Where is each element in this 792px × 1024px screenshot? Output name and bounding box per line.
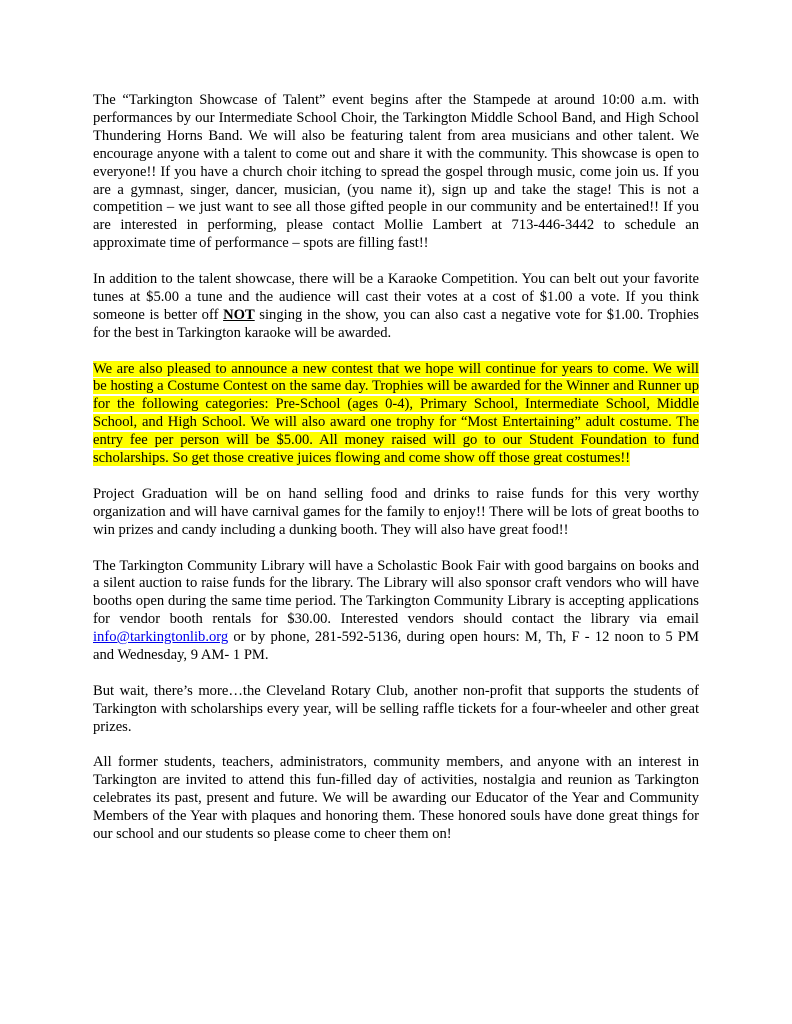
paragraph-invitation: All former students, teachers, administrators, community members, and anyone with an interest in Tarkington are invited to attend this fun-filled day of activities, nostalgia and reunion as Tarkington celebrates its past, present and future. We will be awarding our Educator of the Year and Community Members of the Year with plaques and honoring them. These honored souls have done great things for our school and our students so please come to cheer them on! xyxy=(93,754,699,843)
library-text-after: or by phone, 281-592-5136, during open hours: M, Th, F - 12 noon to 5 PM and Wednesday, 9 AM- 1 PM. xyxy=(93,629,699,664)
paragraph-karaoke xyxy=(93,271,699,343)
library-text-before: The Tarkington Community Library will have a Scholastic Book Fair with good bargains on books and a silent auction to raise funds for the library. The Library will also sponsor craft vendors who will have booths open during the same time period. The Tarkington Community Library is accepting applications for vendor booth rentals for $30.00. Interested vendors should contact the library via email xyxy=(93,557,699,628)
library-email-link[interactable]: info@tarkingtonlib.org xyxy=(93,629,229,646)
karaoke-text-after: singing in the show, you can also cast a negative vote for $1.00. Trophies for the best in Tarkington karaoke will be awarded. xyxy=(93,306,699,341)
paragraph-rotary-club: But wait, there’s more…the Cleveland Rotary Club, another non-profit that supports the students of Tarkington with scholarships every year, will be selling raffle tickets for a four-wheeler and other great prizes. xyxy=(93,682,699,735)
costume-contest-highlighted-text: We are also pleased to announce a new contest that we hope will continue for years to come. We will be hosting a Costume Contest on the same day. Trophies will be awarded for the Winner and Runner up for the following categories: Pre-School (ages 0-4), Primary School, Intermediate School, Middle School, and High School. We will also award one trophy for “Most Entertaining” adult costume. The entry fee per person will be $5.00. All money raised will go to our Student Foundation to fund scholarships. So get those creative juices flowing and come show off those great costumes!! xyxy=(93,360,699,467)
karaoke-emphasis-not: NOT xyxy=(223,306,255,323)
paragraph-costume-contest xyxy=(93,361,699,468)
karaoke-text-before: In addition to the talent showcase, there will be a Karaoke Competition. You can belt out your favorite tunes at $5.00 a tune and the audience will cast their votes at a cost of $1.00 a vote. If you think someone is better off xyxy=(93,271,699,323)
paragraph-talent-showcase: The “Tarkington Showcase of Talent” event begins after the Stampede at around 10:00 a.m. with performances by our Intermediate School Choir, the Tarkington Middle School Band, and High School Thundering Horns Band. We will also be featuring talent from area musicians and other talent. We encourage anyone with a talent to come out and share it with the community. This showcase is open to everyone!! If you have a church choir itching to spread the gospel through music, come join us. If you are a gymnast, singer, dancer, musician, (you name it), sign up and take the stage! This is not a competition – we just want to see all those gifted people in our community and be entertained!! If you are interested in performing, please contact Mollie Lambert at 713-446-3442 to schedule an approximate time of performance – spots are filling fast!! xyxy=(93,92,699,252)
document-body xyxy=(93,92,699,862)
paragraph-project-graduation: Project Graduation will be on hand selling food and drinks to raise funds for this very worthy organization and will have carnival games for the family to enjoy!! There will be lots of great booths to win prizes and candy including a dunking booth. They will also have great food!! xyxy=(93,485,699,538)
paragraph-library xyxy=(93,558,699,665)
